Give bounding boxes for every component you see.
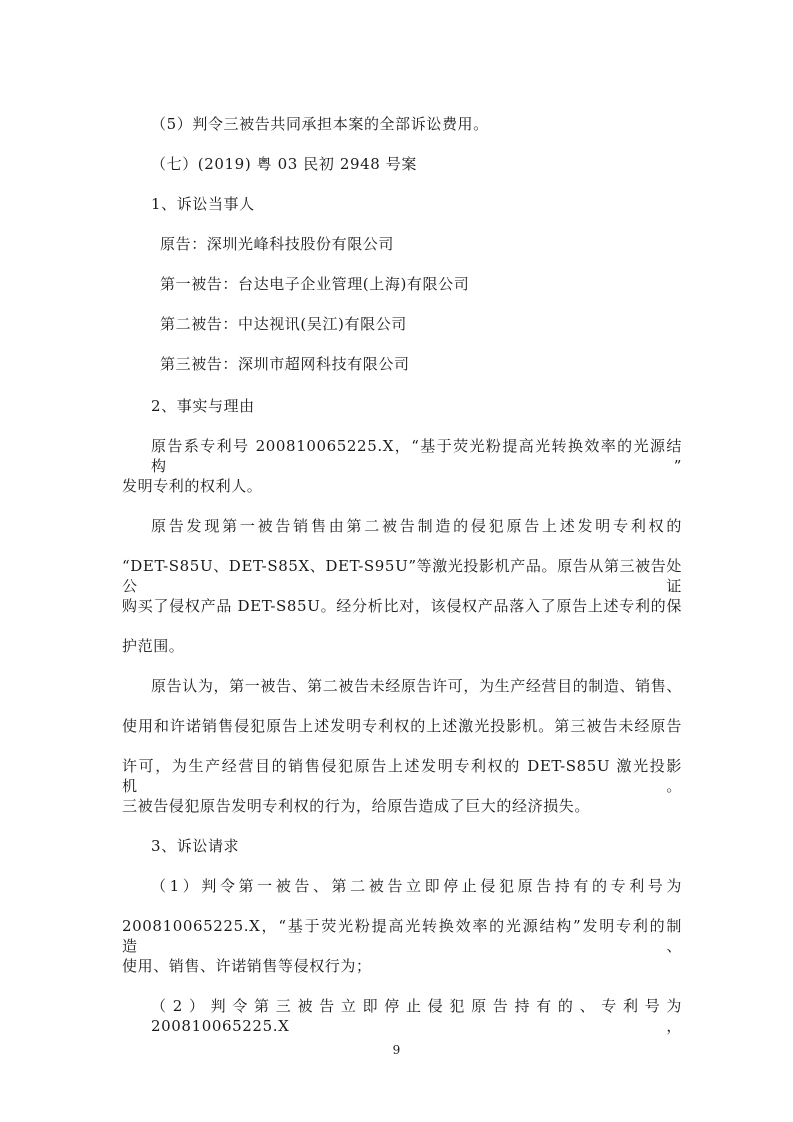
paragraph-line: 发明专利的权利人。 xyxy=(122,477,263,495)
paragraph-line: “DET-S85U、DET-S85X、DET-S95U”等激光投影机产品。原告从第三被告处公证 xyxy=(122,557,682,595)
page-number: 9 xyxy=(392,1043,401,1057)
party-line: 第二被告：中达视讯(吴江)有限公司 xyxy=(160,315,407,333)
paragraph-line: 200810065225.X，“基于荧光粉提高光转换效率的光源结构”发明专利的制造、 xyxy=(122,917,682,955)
paragraph-line: 购买了侵权产品 DET-S85U。经分析比对，该侵权产品落入了原告上述专利的保 xyxy=(122,597,682,615)
section-heading: 3、诉讼请求 xyxy=(151,837,240,855)
party-line: 第一被告：台达电子企业管理(上海)有限公司 xyxy=(160,275,470,293)
paragraph-line: 原告系专利号 200810065225.X，“基于荧光粉提高光转换效率的光源结构” xyxy=(151,437,682,475)
paragraph-line: （5）判令三被告共同承担本案的全部诉讼费用。 xyxy=(151,115,489,133)
paragraph-line: 原告发现第一被告销售由第二被告制造的侵犯原告上述发明专利权的 xyxy=(151,517,682,535)
party-line: 原告：深圳光峰科技股份有限公司 xyxy=(160,235,395,253)
paragraph-line: 原告认为，第一被告、第二被告未经原告许可，为生产经营目的制造、销售、 xyxy=(151,677,682,695)
paragraph-line: 三被告侵犯原告发明专利权的行为，给原告造成了巨大的经济损失。 xyxy=(122,797,591,815)
paragraph-line: 许可，为生产经营目的销售侵犯原告上述发明专利权的 DET-S85U 激光投影机。 xyxy=(122,757,682,795)
paragraph-line: （2）判令第三被告立即停止侵犯原告持有的、专利号为 200810065225.X， xyxy=(151,997,682,1035)
party-line: 第三被告：深圳市超网科技有限公司 xyxy=(160,355,410,373)
paragraph-line: 使用、销售、许诺销售等侵权行为； xyxy=(122,957,372,975)
paragraph-line: （1）判令第一被告、第二被告立即停止侵犯原告持有的专利号为 xyxy=(151,877,682,895)
section-heading: 2、事实与理由 xyxy=(151,397,255,415)
section-heading: 1、诉讼当事人 xyxy=(151,195,255,213)
paragraph-line: 护范围。 xyxy=(122,637,185,655)
case-heading: （七）(2019) 粤 03 民初 2948 号案 xyxy=(151,155,417,173)
paragraph-line: 使用和许诺销售侵犯原告上述发明专利权的上述激光投影机。第三被告未经原告 xyxy=(122,717,682,735)
